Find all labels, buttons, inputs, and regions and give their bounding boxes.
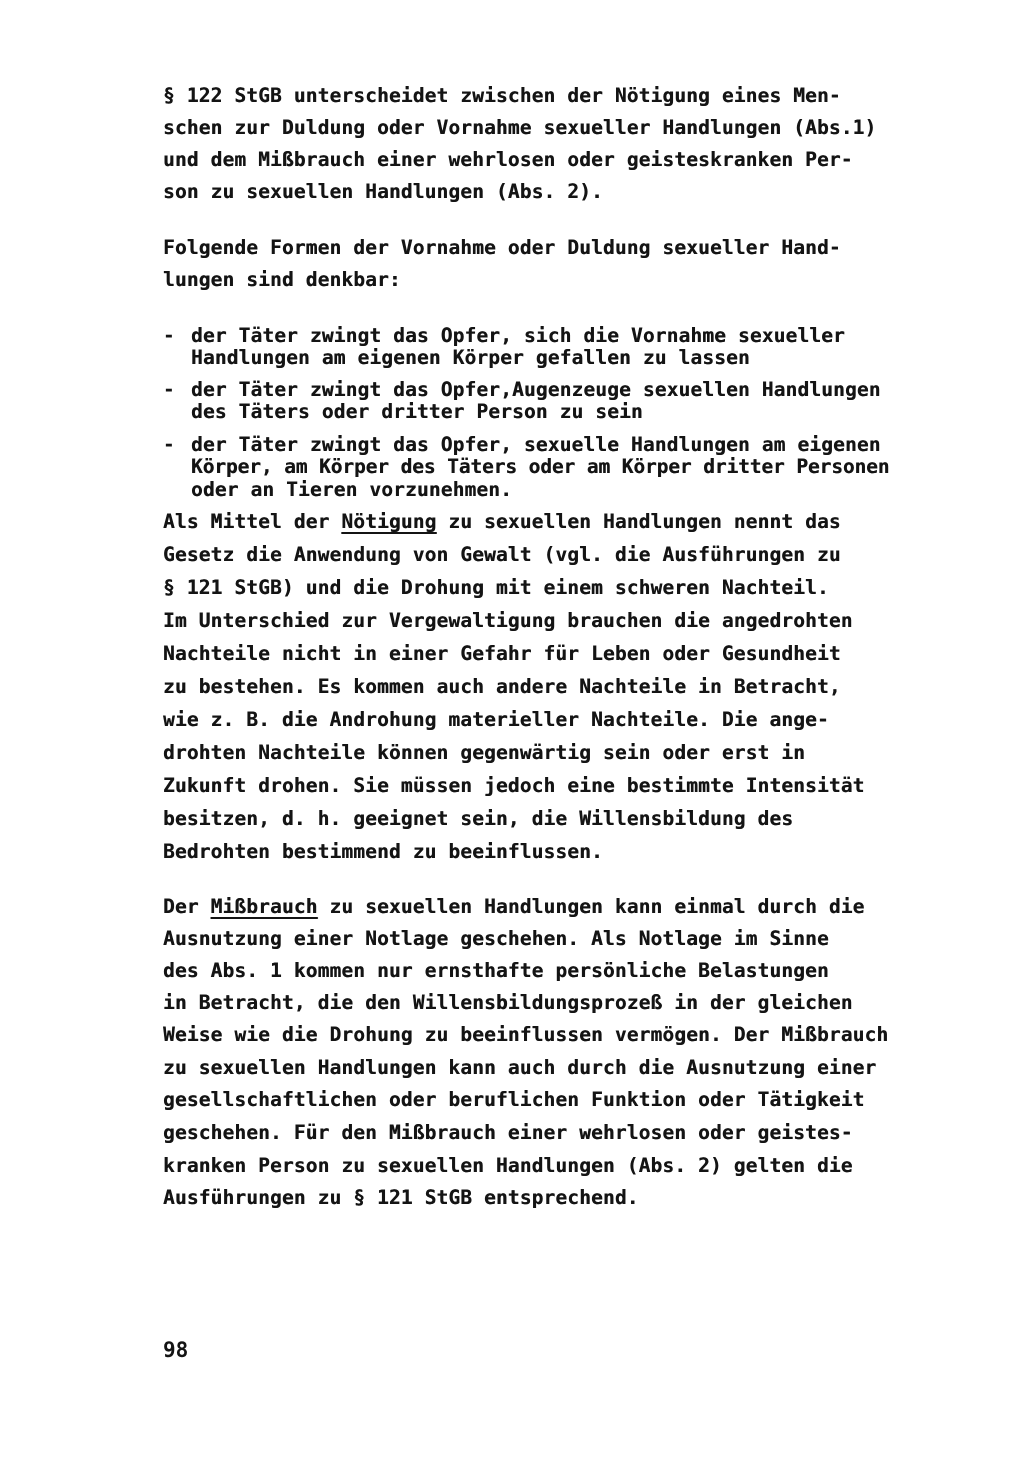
text-line [163, 510, 841, 534]
text-line: schen zur Duldung oder Vornahme sexueller Handlungen (Abs.1) [163, 116, 877, 139]
text-line: son zu sexuellen Handlungen (Abs. 2). [163, 180, 603, 203]
text-line: lungen sind denkbar: [163, 268, 401, 291]
text-run: zu sexuellen Handlungen nennt das [436, 510, 841, 533]
text-line: Im Unterschied zur Vergewaltigung brauchen die angedrohten [163, 609, 853, 632]
text-run: Der [163, 895, 211, 918]
text-run: zu sexuellen Handlungen kann einmal durch die [317, 895, 865, 918]
text-line: Folgende Formen der Vornahme oder Duldung sexueller Hand- [163, 236, 841, 259]
text-line: und dem Mißbrauch einer wehrlosen oder geisteskranken Per- [163, 148, 853, 171]
text-line: Weise wie die Drohung zu beeinflussen vermögen. Der Mißbrauch [163, 1023, 889, 1046]
underlined-term: Nötigung [341, 510, 437, 533]
text-line: Ausführungen zu § 121 StGB entsprechend. [163, 1186, 639, 1209]
bullet-dash: - [163, 324, 175, 347]
list-item-line: der Täter zwingt das Opfer, sich die Vornahme sexueller [191, 324, 845, 347]
list-item-line: der Täter zwingt das Opfer,Augenzeuge sexuellen Handlungen [191, 378, 881, 401]
bullet-dash: - [163, 378, 175, 401]
text-run: Als Mittel der [163, 510, 342, 533]
underlined-term: Mißbrauch [210, 895, 318, 918]
text-line: Gesetz die Anwendung von Gewalt (vgl. die Ausführungen zu [163, 543, 841, 566]
bullet-dash: - [163, 433, 175, 456]
text-line: gesellschaftlichen oder beruflichen Funktion oder Tätigkeit [163, 1088, 865, 1111]
text-line: wie z. B. die Androhung materieller Nachteile. Die ange- [163, 708, 829, 731]
list-item-line: oder an Tieren vorzunehmen. [191, 478, 513, 501]
text-line: Bedrohten bestimmend zu beeinflussen. [163, 840, 603, 863]
list-item-line: Handlungen am eigenen Körper gefallen zu lassen [191, 346, 750, 369]
text-line: kranken Person zu sexuellen Handlungen (Abs. 2) gelten die [163, 1154, 853, 1177]
text-line: des Abs. 1 kommen nur ernsthafte persönliche Belastungen [163, 959, 829, 982]
text-line [163, 895, 865, 919]
text-line: Nachteile nicht in einer Gefahr für Leben oder Gesundheit [163, 642, 841, 665]
text-line: § 122 StGB unterscheidet zwischen der Nötigung eines Men- [163, 84, 841, 107]
text-line: geschehen. Für den Mißbrauch einer wehrlosen oder geistes- [163, 1121, 853, 1144]
text-line: § 121 StGB) und die Drohung mit einem schweren Nachteil. [163, 576, 829, 599]
text-line: in Betracht, die den Willensbildungsprozeß in der gleichen [163, 991, 853, 1014]
text-line: drohten Nachteile können gegenwärtig sein oder erst in [163, 741, 806, 764]
page-number: 98 [163, 1338, 189, 1362]
list-item-line: Körper, am Körper des Täters oder am Körper dritter Personen [191, 455, 890, 478]
list-item-line: des Täters oder dritter Person zu sein [191, 400, 643, 423]
list-item-line: der Täter zwingt das Opfer, sexuelle Handlungen am eigenen [191, 433, 881, 456]
text-line: besitzen, d. h. geeignet sein, die Willensbildung des [163, 807, 794, 830]
text-line: Zukunft drohen. Sie müssen jedoch eine bestimmte Intensität [163, 774, 865, 797]
text-line: zu bestehen. Es kommen auch andere Nachteile in Betracht, [163, 675, 841, 698]
text-line: Ausnutzung einer Notlage geschehen. Als Notlage im Sinne [163, 927, 829, 950]
text-line: zu sexuellen Handlungen kann auch durch die Ausnutzung einer [163, 1056, 877, 1079]
